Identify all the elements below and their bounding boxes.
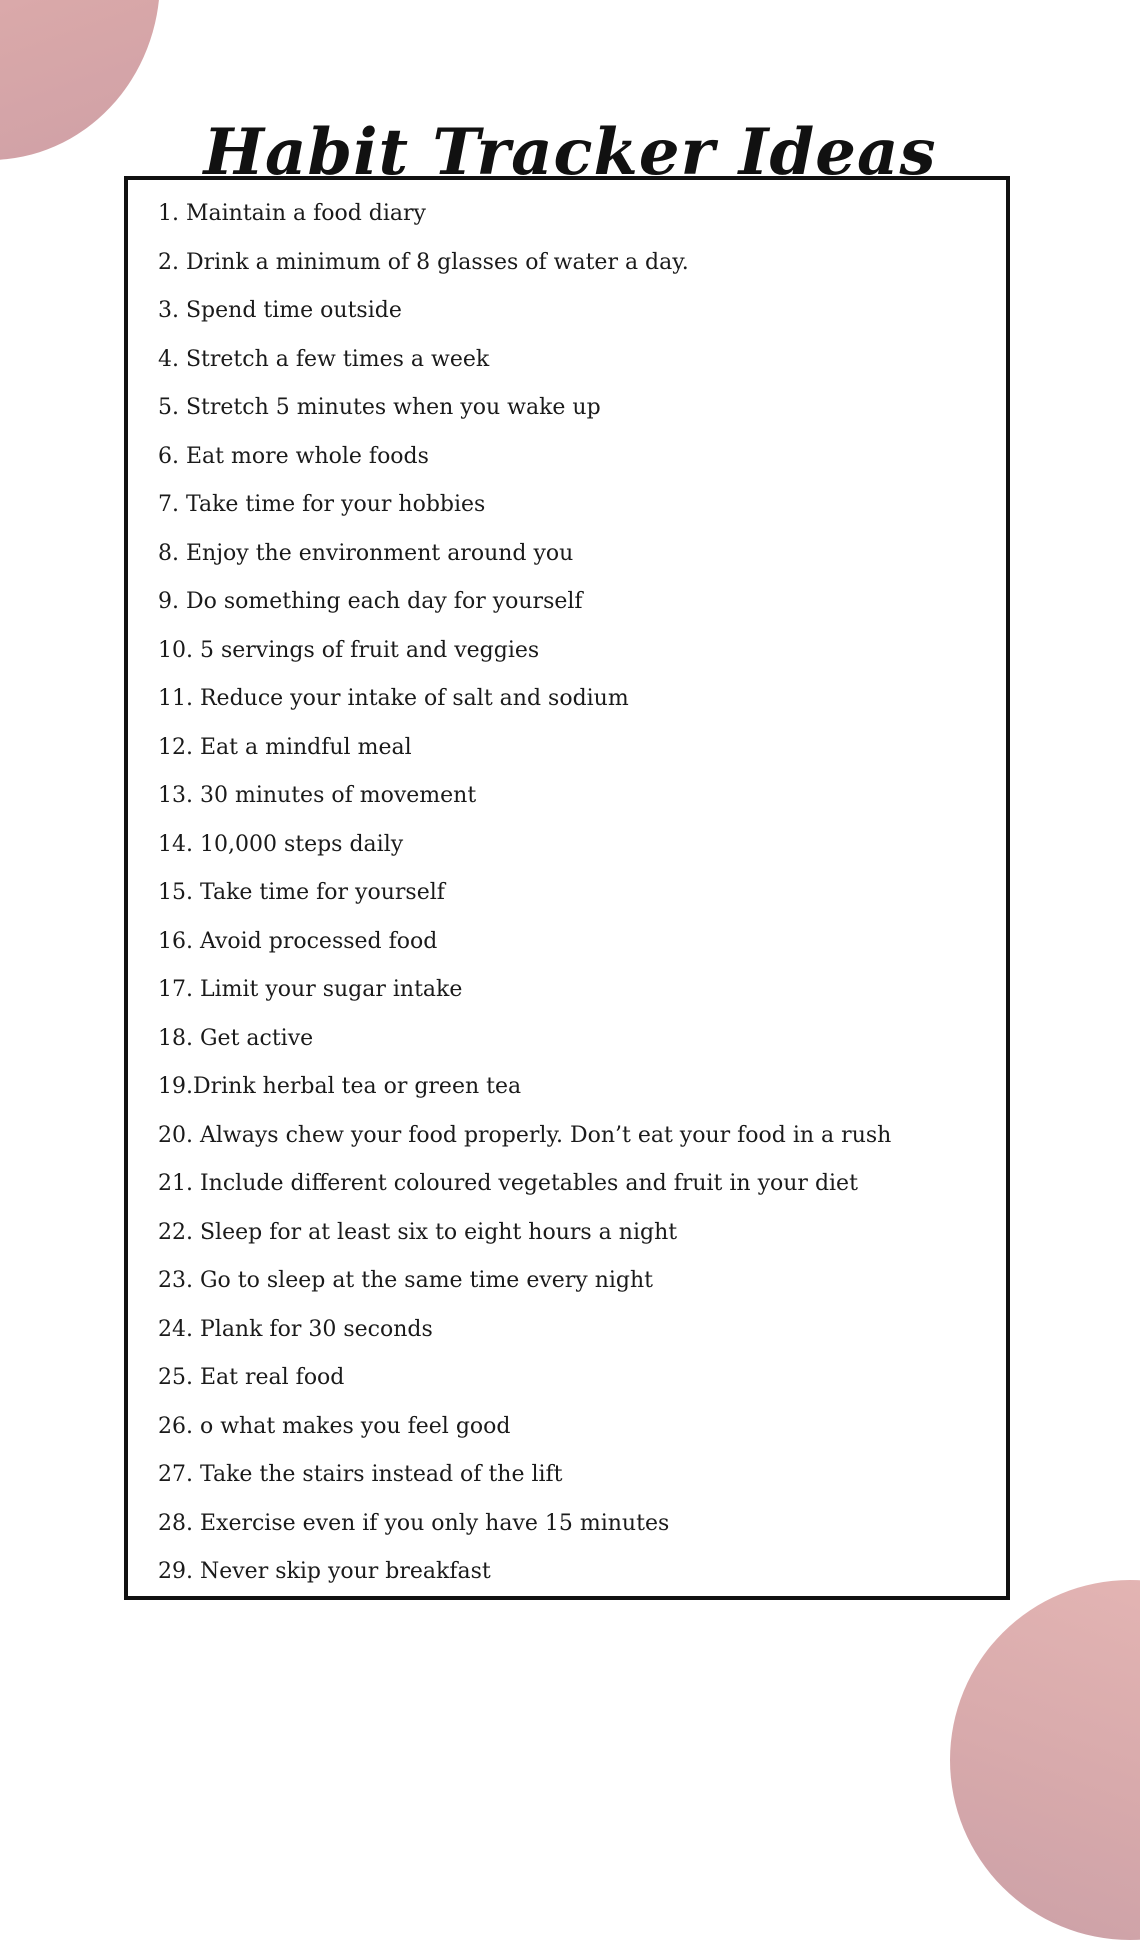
list-item: 18. Get active [158,1025,314,1051]
list-item: 29. Never skip your breakfast [158,1559,491,1584]
list-item: 27. Take the stairs instead of the lift [158,1462,563,1487]
list-item: 3. Spend time outside [158,298,402,323]
habit-list-frame [124,176,1010,1600]
list-item: 2. Drink a minimum of 8 glasses of water a day. [158,249,689,275]
list-item: 26. o what makes you feel good [158,1413,511,1439]
habit-list [158,190,891,1597]
page-title: Habit Tracker Ideas [203,114,937,190]
list-item: 16. Avoid processed food [158,928,438,954]
list-item: 4. Stretch a few times a week [158,346,490,372]
list-item: 6. Eat more whole foods [158,443,429,469]
list-item: 22. Sleep for at least six to eight hours a night [158,1219,678,1245]
list-item: 5. Stretch 5 minutes when you wake up [158,395,601,420]
list-item: 15. Take time for yourself [158,880,445,905]
list-item: 7. Take time for your hobbies [158,492,486,517]
list-item: 24. Plank for 30 seconds [158,1316,433,1342]
list-item: 14. 10,000 steps daily [158,831,404,857]
list-item: 20. Always chew your food properly. Don’t eat your food in a rush [158,1122,892,1148]
list-item: 17. Limit your sugar intake [158,977,463,1002]
decorative-circle-bottom-right [950,1580,1140,1940]
list-item: 8. Enjoy the environment around you [158,540,574,566]
list-item: 10. 5 servings of fruit and veggies [158,637,540,663]
list-item: 28. Exercise even if you only have 15 minutes [158,1510,670,1536]
list-item: 23. Go to sleep at the same time every night [158,1268,654,1293]
list-item: 1. Maintain a food diary [158,201,426,226]
list-item: 9. Do something each day for yourself [158,589,583,614]
list-item: 21. Include different coloured vegetables and fruit in your diet [158,1171,858,1196]
list-item: 11. Reduce your intake of salt and sodium [158,686,629,711]
list-item: 19.Drink herbal tea or green tea [158,1074,522,1099]
list-item: 13. 30 minutes of movement [158,783,477,808]
list-item: 12. Eat a mindful meal [158,734,412,760]
list-item: 25. Eat real food [158,1365,345,1390]
